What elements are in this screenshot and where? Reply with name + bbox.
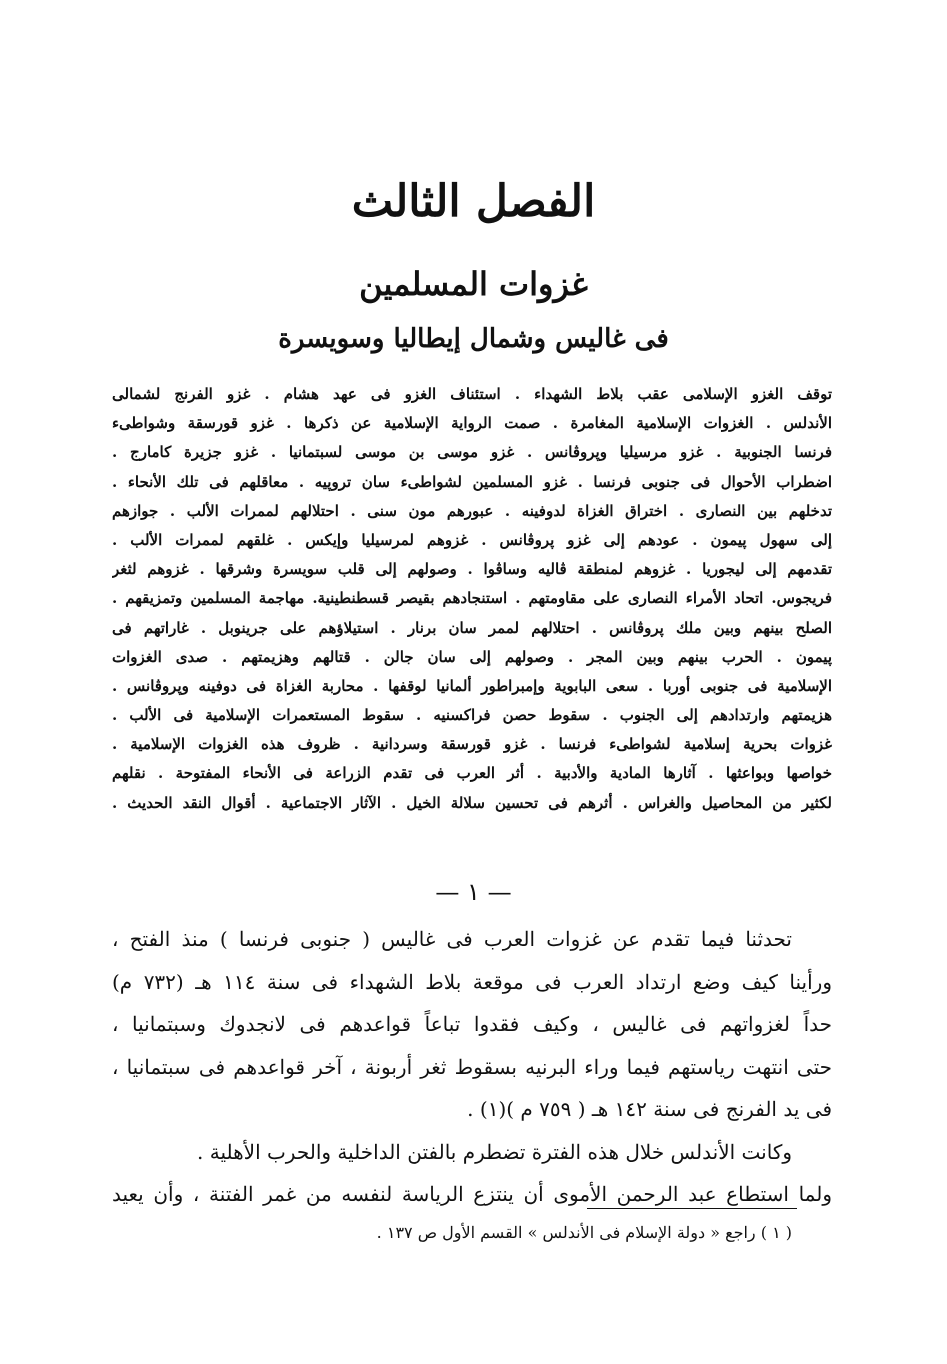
summary-line: فريجوس. اتحاد الأمراء النصارى على مقاومتهم . استنجادهم بقيصر قسطنطينية. مهاجمة المسلمين وتمزيقهم . (112, 589, 832, 608)
summary-line: غزوات بحرية إسلامية لشواطىء فرنسا . غزو قورسقة وسردانية . ظروف هذه الغزوات الإسلامية . (112, 735, 832, 754)
body-line: حتى انتهت رياستهم فيما وراء البرنيه بسقوط ثغر أربونة ، آخر قواعدهم فى سبتمانيا ، (112, 1054, 832, 1079)
body-line: ولما استطاع عبد الرحمن الأموى أن ينتزع الرياسة لنفسه من غمر الفتنة ، وأن يعيد (112, 1182, 832, 1206)
chapter-summary (112, 380, 832, 818)
chapter-title: غزوات المسلمين (359, 265, 588, 303)
footnote-divider (587, 1208, 797, 1209)
body-line: ورأينا كيف وضع ارتداد العرب فى موقعة بلاط الشهداء فى سنة ١١٤ هـ (٧٣٢ م) (112, 969, 832, 994)
body-line: حداً لغزواتهم فى غاليس ، وكيف فقدوا تباعاً قواعدهم فى لانجدوك وسبتمانيا ، (112, 1012, 832, 1036)
summary-line: فرنسا الجنوبية . غزو مرسيليا وپروڤانس . غزو موسى بن موسى لسبتمانيا . غزو جزيرة كامارج . (112, 443, 832, 462)
summary-line: هزيمتهم وارتدادهم إلى الجنوب . سقوط حصن فراكسنيه . سقوط المستعمرات الإسلامية فى الألب . (112, 706, 832, 725)
summary-line: خواصها وبواعثها . آثارها المادية والأدبية . أثر العرب فى تقدم الزراعة فى الأنحاء المفتوحة . نقلهم (112, 764, 832, 783)
section-number: — ١ — (435, 878, 512, 906)
summary-line: لكثير من المحاصيل والغراس . أثرهم فى تحسين سلالة الخيل . الآثار الاجتماعية . أقوال النقد الحديث . (112, 793, 832, 812)
chapter-heading: الفصل الثالث (351, 176, 596, 227)
chapter-subtitle: فى غاليس وشمال إيطاليا وسويسرة (278, 324, 669, 354)
summary-line: الإسلامية فى جنوبى أوربا . سعى البابوية وإمبراطور ألمانيا لوقفها . محاربة الغزاة فى دوفينه وپروڤانس . (112, 676, 832, 695)
body-text (112, 918, 832, 1216)
summary-line: الأندلس . الغزوات الإسلامية المغامرة . صمت الرواية الإسلامية عن ذكرها . غزو قورسقة وشواطىء (112, 414, 832, 433)
summary-line: اضطراب الأحوال فى جنوبى فرنسا . غزو المسلمين لشواطىء سان تروپيه . معاقلهم فى تلك الأنحاء . (112, 472, 832, 491)
body-line: فى يد الفرنج فى سنة ١٤٢ هـ ( ٧٥٩ م )(١) . (467, 1097, 832, 1121)
summary-line: توقف الغزو الإسلامى عقب بلاط الشهداء . استئناف الغزو فى عهد هشام . غزو الفرنج لشمالى (112, 385, 832, 403)
summary-line: الصلح بينهم وبين ملك پروڤانس . احتلالهم لممر سان برنار . استيلاؤهم على جرينوبل . غاراتهم فى (112, 618, 832, 637)
body-line: تحدثنا فيما تقدم عن غزوات العرب فى غاليس ( جنوبى فرنسا ) منذ الفتح ، (112, 927, 792, 951)
summary-line: پيمون . الحرب بينهم وبين المجر . وصولهم إلى سان جالن . قتالهم وهزيمتهم . صدى الغزوات (112, 647, 832, 666)
summary-line: تقدمهم إلى ليجوريا . غزوهم لمنطقة ڤاليه وساڤوا . وصولهم إلى قلب سويسرة وشرقها . غزوهم لثغر (112, 560, 832, 579)
summary-line: تدخلهم بين النصارى . اختراق الغزاة لدوفينه . عبورهم مون سنى . احتلالهم لممرات الألب . جوازهم (112, 501, 832, 520)
footnote: ( ١ ) راجع « دولة الإسلام فى الأندلس » القسم الأول ص ١٣٧ . (376, 1223, 792, 1242)
body-line: وكانت الأندلس خلال هذه الفترة تضطرم بالفتن الداخلية والحرب الأهلية . (197, 1139, 792, 1164)
summary-line: إلى سهول پيمون . عودهم إلى غزو پروڤانس . غزوهم لمرسيليا وإيكس . غلقهم لممرات الألب . (112, 530, 832, 549)
